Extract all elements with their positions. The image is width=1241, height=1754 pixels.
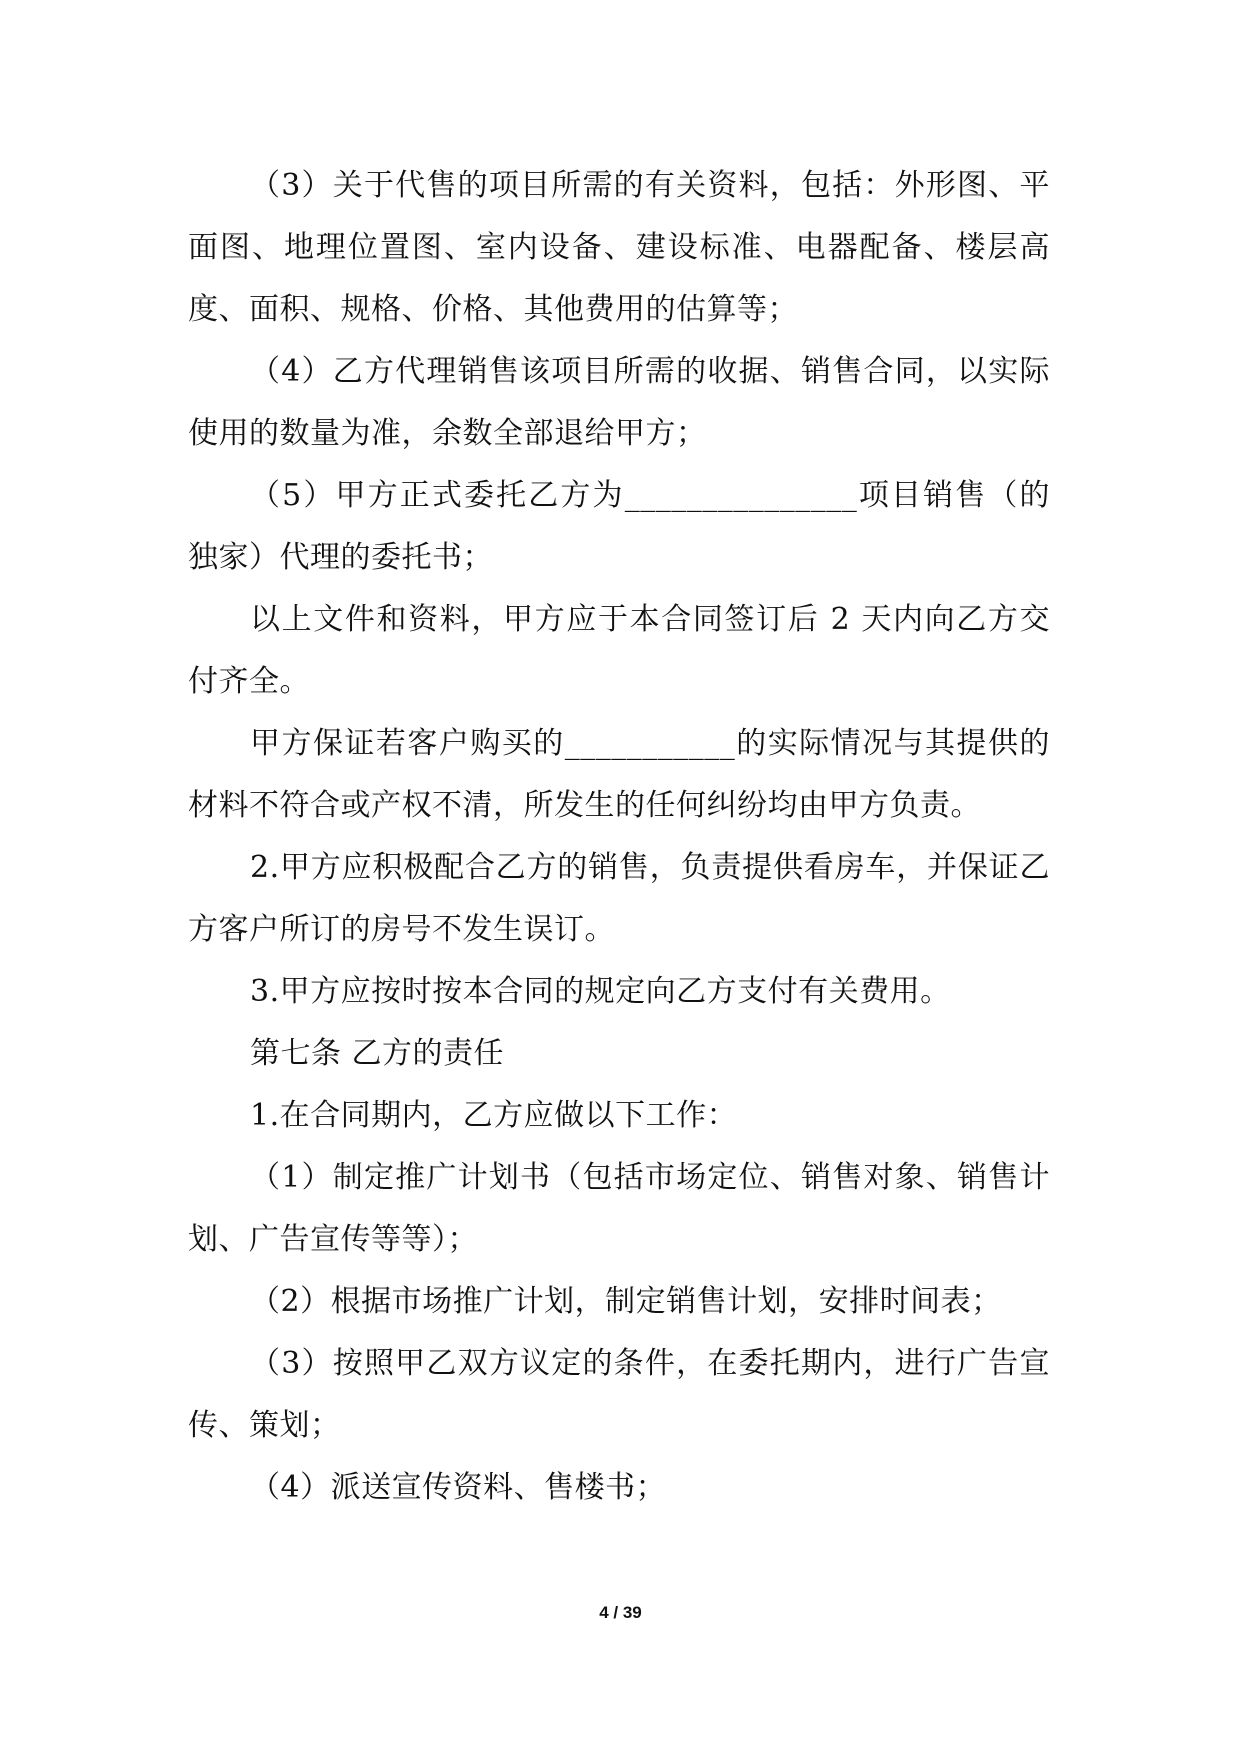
paragraph: 甲方保证若客户购买的___________的实际情况与其提供的材料不符合或产权不清，所发生的任何纠纷均由甲方负责。 (188, 726, 1050, 823)
paragraph: （2）根据市场推广计划，制定销售计划，安排时间表； (250, 1284, 1002, 1319)
section-heading: 第七条 乙方的责任 (250, 1036, 505, 1071)
paragraph: （3）关于代售的项目所需的有关资料，包括：外形图、平面图、地理位置图、室内设备、建设标准、电器配备、楼层高度、面积、规格、价格、其他费用的估算等； (188, 168, 1050, 327)
paragraph: （3）按照甲乙双方议定的条件，在委托期内，进行广告宣传、策划； (188, 1346, 1050, 1443)
page-number: 4 / 39 (599, 1603, 642, 1622)
paragraph: 2.甲方应积极配合乙方的销售，负责提供看房车，并保证乙方客户所订的房号不发生误订。 (188, 850, 1050, 947)
paragraph: （4）派送宣传资料、售楼书； (250, 1470, 667, 1505)
paragraph: 1.在合同期内，乙方应做以下工作： (250, 1098, 738, 1133)
paragraph: （5）甲方正式委托乙方为_______________项目销售（的独家）代理的委托书； (188, 478, 1050, 575)
paragraph: 以上文件和资料，甲方应于本合同签订后 2 天内向乙方交付齐全。 (188, 602, 1050, 699)
paragraph: （1）制定推广计划书（包括市场定位、销售对象、销售计划、广告宣传等等）； (188, 1160, 1050, 1257)
paragraph: 3.甲方应按时按本合同的规定向乙方支付有关费用。 (250, 974, 951, 1009)
paragraph: （4）乙方代理销售该项目所需的收据、销售合同，以实际使用的数量为准，余数全部退给甲方； (188, 354, 1050, 451)
document-body (188, 155, 1050, 1519)
